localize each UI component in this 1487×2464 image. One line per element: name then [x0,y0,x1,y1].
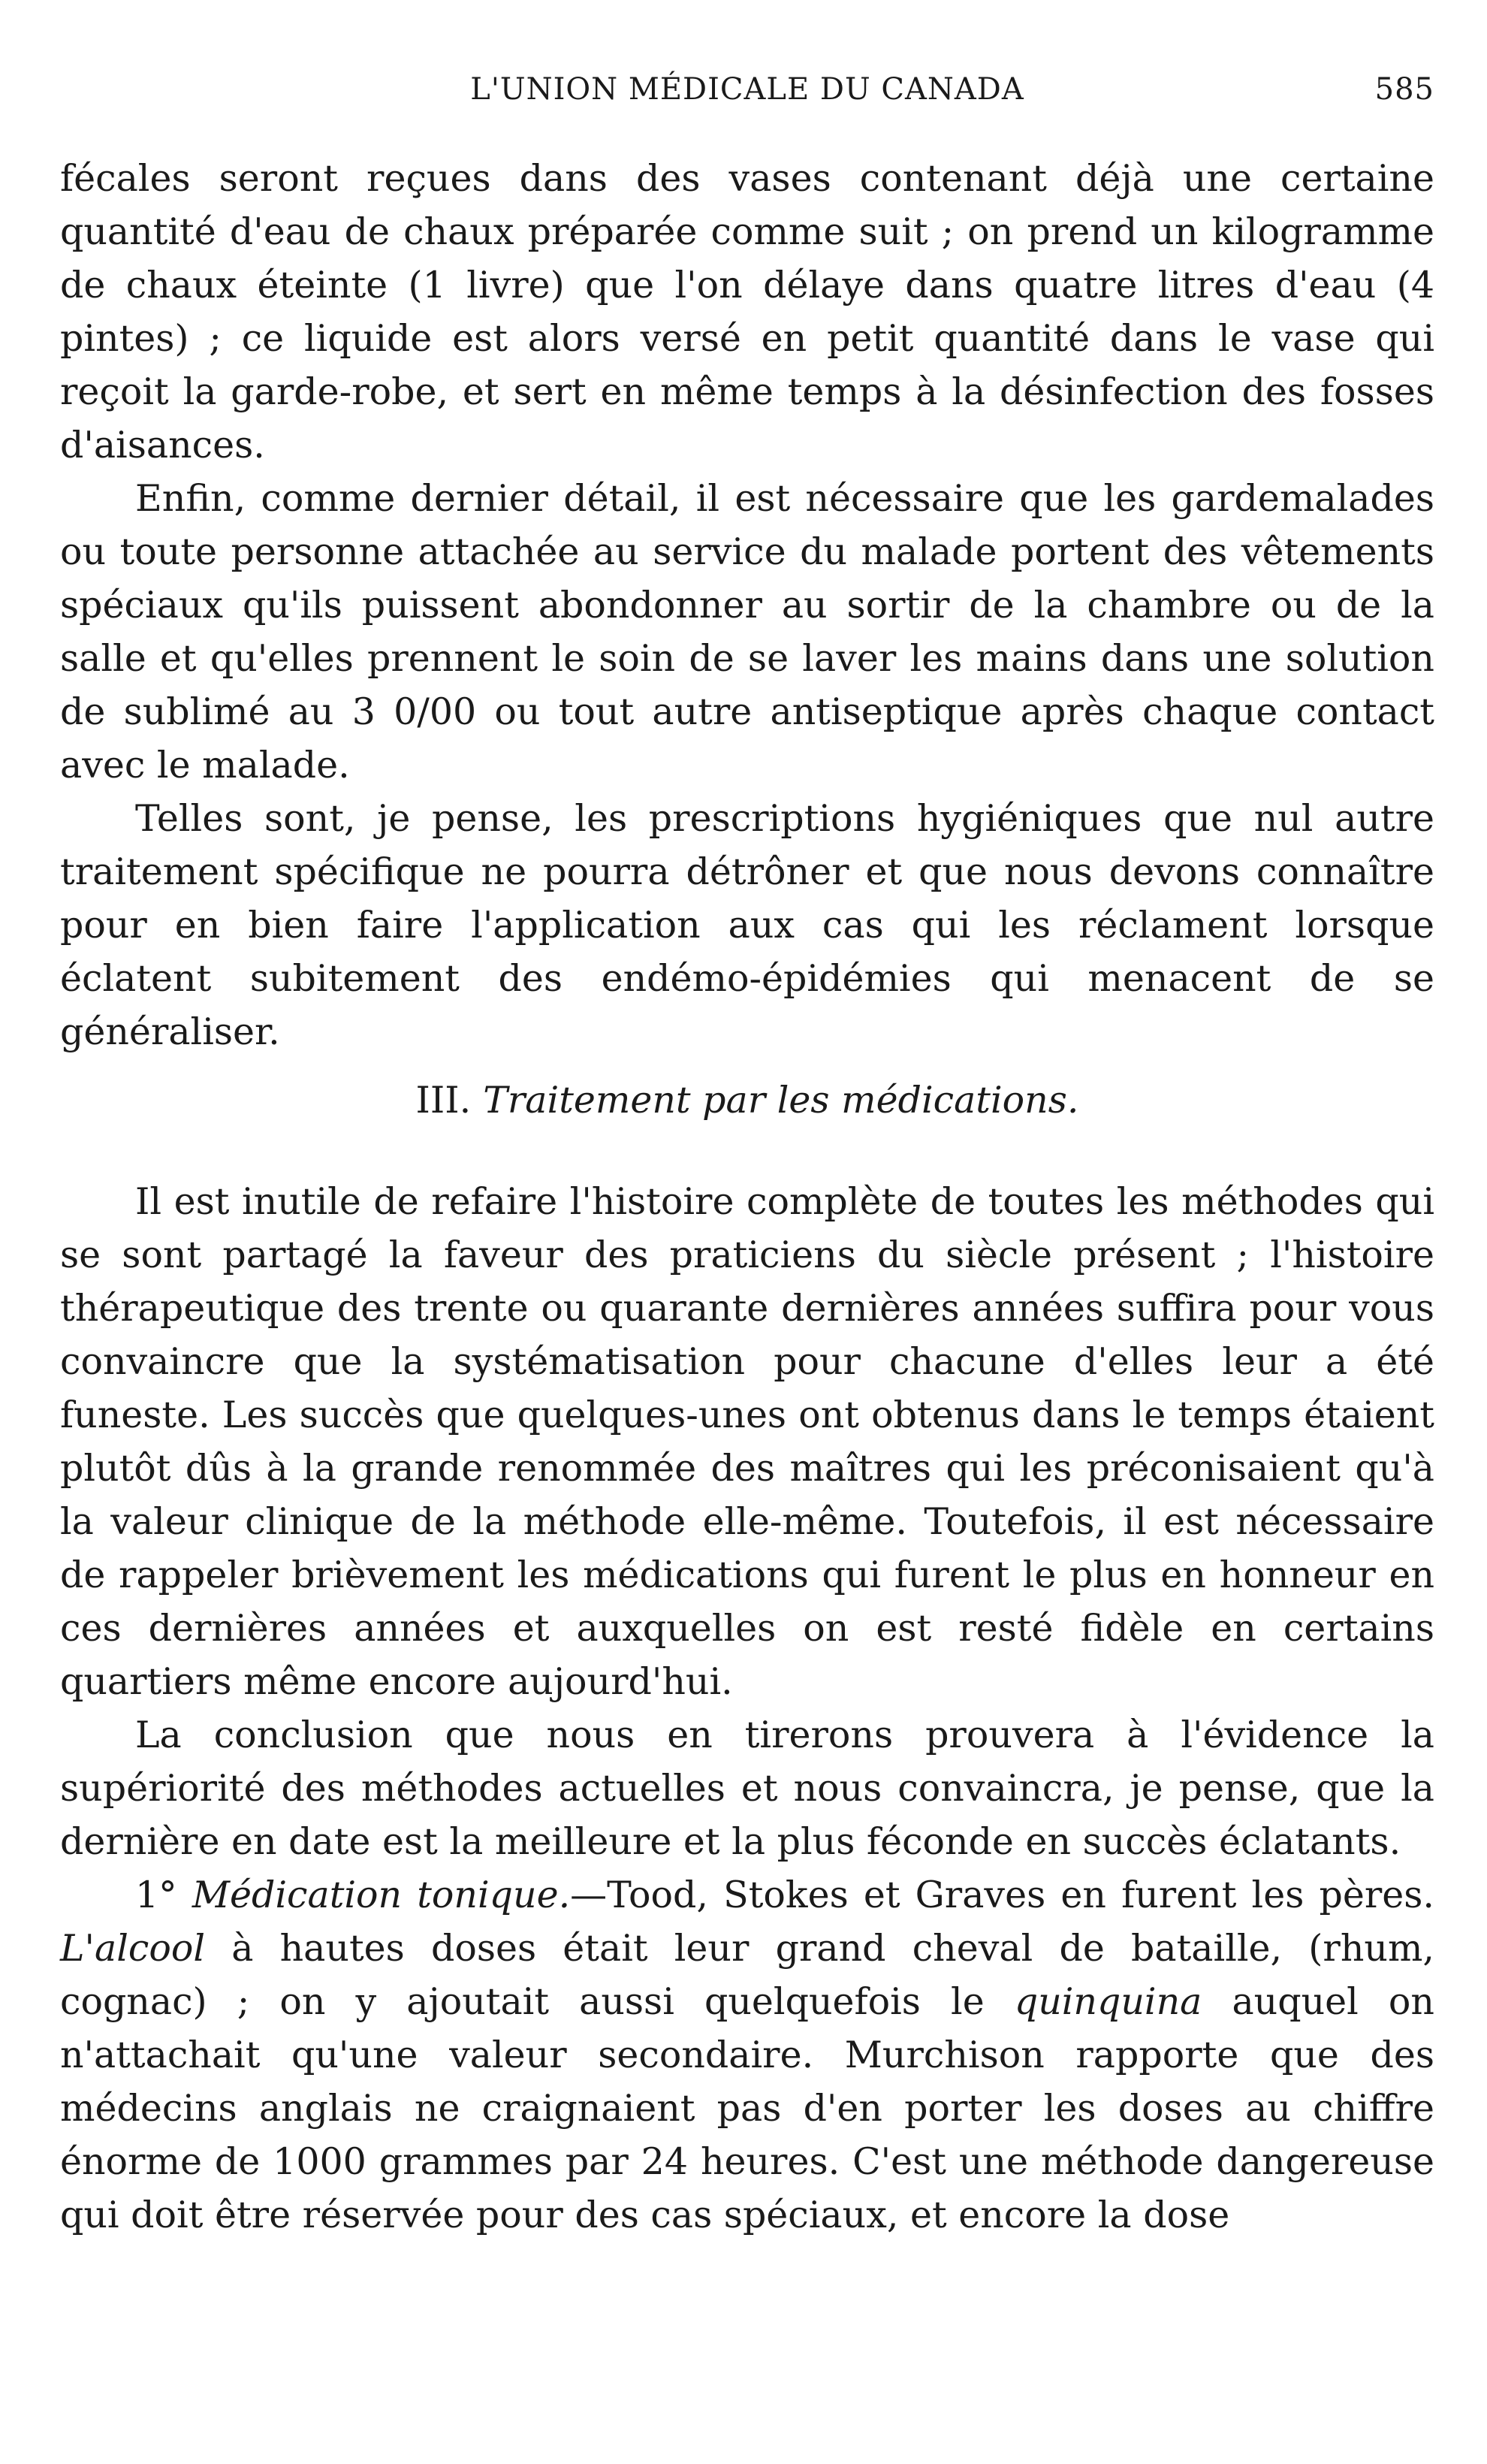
paragraph-conclusion: La conclusion que nous en tirerons prouvera à l'évidence la supériorité des méthodes actuelles et nous convaincra, je pense, que la dernière en date est la meilleure et la plus féconde en succès éclatants. [60,1714,1434,1863]
item-number: 1° [135,1874,177,1916]
paragraph-medication-tonique [60,1868,1434,2242]
item-label: Médication tonique. [192,1874,571,1916]
item-text-c: à hautes doses était leur grand cheval de bataille, (rhum, cognac) ; on y ajoutait aussi quelquefois le [60,1927,1434,2023]
paragraph-histoire: Il est inutile de refaire l'histoire complète de toutes les méthodes qui se sont partagé la faveur des praticiens du siècle présent ; l'histoire thérapeutique des trente ou quarante dernières années suffira pour vous convaincre que la systématisation pour chacune d'elles leur a été funeste. Les succès que quelques-unes ont obtenus dans le temps étaient plutôt dûs à la grande renommée des maîtres qui les préconisaient qu'à la valeur clinique de la méthode elle-même. Toutefois, il est nécessaire de rappeler brièvement les médications qui furent le plus en honneur en ces dernières années et auxquelles on est resté fidèle en certains quartiers même encore aujourd'hui. [60,1180,1434,1703]
section-title: Traitement par les médications. [483,1079,1079,1122]
item-italic-quinquina: quinquina [1014,1980,1202,2023]
item-text-e: auquel on n'attachait qu'une valeur secondaire. Murchison rapporte que des médecins anglais ne craignaient pas d'en porter les doses au chiffre énorme de 1000 grammes par 24 heures. C'est une méthode dangereuse qui doit être réservée pour des cas spéciaux, et encore la dose [60,1980,1434,2236]
item-italic-alcool: L'alcool [60,1927,206,1970]
document-page [60,72,1434,2242]
item-text-a: —Tood, Stokes et Graves en furent les pères. [570,1874,1435,1916]
paragraph-prescriptions: Telles sont, je pense, les prescriptions hygiéniques que nul autre traitement spécifique ne pourra détrôner et que nous devons connaître pour en bien faire l'application aux cas qui les réclament lorsque éclatent subitement des endémo-épidémies qui menacent de se généraliser. [60,797,1434,1053]
paragraph-continuation: fécales seront reçues dans des vases contenant déjà une certaine quantité d'eau de chaux préparée comme suit ; on prend un kilogramme de chaux éteinte (1 livre) que l'on délaye dans quatre litres d'eau (4 pintes) ; ce liquide est alors versé en petit quantité dans le vase qui reçoit la garde-robe, et sert en même temps à la désinfection des fosses d'aisances. [60,157,1434,467]
page-number: 585 [1374,72,1434,107]
paragraph-garde-malades: Enfin, comme dernier détail, il est nécessaire que les gardemalades ou toute personne attachée au service du malade portent des vêtements spéciaux qu'ils puissent abondonner au sortir de la chambre ou de la salle et qu'elles prennent le soin de se laver les mains dans une solution de sublimé au 3 0/00 ou tout autre antiseptique après chaque contact avec le malade. [60,477,1434,787]
page-header [60,72,1434,125]
section-numeral: III. [415,1079,472,1122]
body-text [60,152,1434,2242]
running-title: L'UNION MÉDICALE DU CANADA [470,72,1024,107]
section-heading [60,1073,1434,1127]
